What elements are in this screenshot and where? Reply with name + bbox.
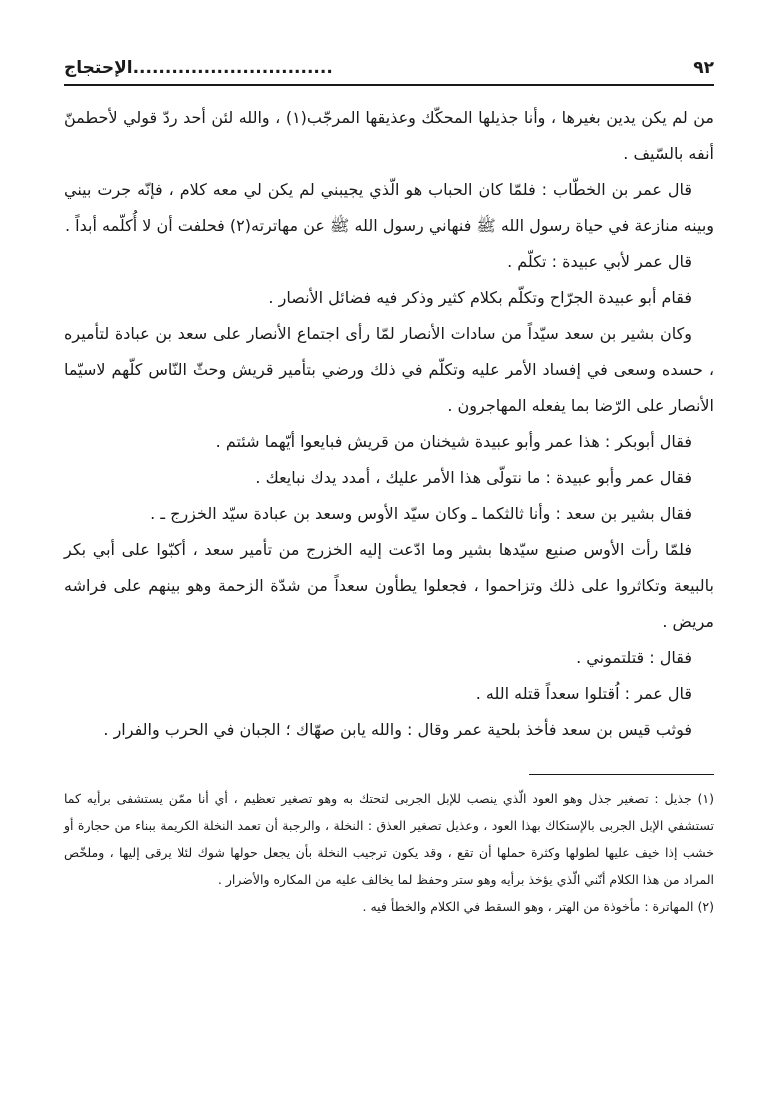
running-header [64, 58, 714, 86]
main-text [64, 100, 714, 748]
paragraph: فوثب قيس بن سعد فأخذ بلحية عمر وقال : والله يابن صهّاك ؛ الجبان في الحرب والفرار . [103, 720, 692, 739]
paragraph: فلمّا رأت الأوس صنيع سيّدها بشير وما ادّعت إليه الخزرج من تأمير سعد ، أكبّوا على أبي بكر بالبيعة وتكاثروا على ذلك وتزاحموا ، فجعلوا يطأون سعداً من شدّة الزحمة وهو بينهم على فراشه مريض . [64, 540, 714, 631]
paragraph: قال عمر لأبي عبيدة : تكلّم . [507, 252, 692, 271]
title-leader-dots: ............................... [132, 58, 333, 78]
footnote-2: (٢) المهاترة : مأخوذة من الهتر ، وهو السقط في الكلام والخطأ فيه . [362, 899, 714, 914]
chapter-title: الإحتجاج [64, 58, 133, 78]
paragraph: قال عمر : اُقتلوا سعداً قتله الله . [475, 684, 692, 703]
paragraph: من لم يكن يدين بغيرها ، وأنا جذيلها المحكّك وعذيقها المرجّب(١) ، والله لئن أحد ردّ قولي لأحطمنّ أنفه بالسّيف . [64, 108, 715, 163]
paragraph: فقام أبو عبيدة الجرّاح وتكلّم بكلام كثير وذكر فيه فضائل الأنصار . [268, 288, 692, 307]
footnote-divider [529, 774, 714, 775]
paragraph: فقال : قتلتموني . [576, 648, 692, 667]
paragraph: قال عمر بن الخطّاب : فلمّا كان الحباب هو الّذي يجيبني لم يكن لي معه كلام ، فإنّه جرت بيني وبينه منازعة في حياة رسول الله ﷺ فنهاني رسول الله ﷺ عن مهاترته(٢) فحلفت أن لا أُكلّمه أبداً . [64, 180, 714, 235]
paragraph: فقال عمر وأبو عبيدة : ما نتولّى هذا الأمر عليك ، أمدد يدك نبايعك . [255, 468, 692, 487]
running-title [64, 58, 333, 78]
paragraph: فقال أبوبكر : هذا عمر وأبو عبيدة شيخنان من قريش فبايعوا أيّهما شئتم . [215, 432, 692, 451]
page-number: ٩٢ [693, 58, 714, 78]
paragraph: وكان بشير بن سعد سيّداً من سادات الأنصار لمّا رأى اجتماع الأنصار على سعد بن عبادة لتأميره ، حسده وسعى في إفساد الأمر عليه وتكلّم في ذلك ورضي بتأمير قريش وحثّ النّاس كلّهم لاسيّما الأنصار على الرّضا بما يفعله المهاجرون . [64, 324, 714, 415]
footnote-1: (١) جذيل : تصغير جذل وهو العود الّذي ينصب للإبل الجربى لتحتك به وهو تصغير تعظيم ، أي أنا ممّن يستشفى برأيه كما تستشفي الإبل الجربى بالإستكاك بهذا العود ، وعذيل تصغير العذق : النخلة ، والرجبة أن تعمد النخلة الكريمة ببناء من حجارة أو خشب إذا خيف عليها لطولها وكثرة حملها أن تقع ، وقد يكون ترجيب النخلة بأن يجعل حولها شوك لئلا يرقى إليها ، وملخّص المراد من هذا الكلام أنّني الّذي يؤخذ برأيه وهو ستر وحفظ لما يخالف عليه من المكاره والأضرار . [64, 791, 714, 887]
footnotes [64, 785, 714, 920]
paragraph: فقال بشير بن سعد : وأنا ثالثكما ـ وكان سيّد الأوس وسعد بن عبادة سيّد الخزرج ـ . [150, 504, 692, 523]
